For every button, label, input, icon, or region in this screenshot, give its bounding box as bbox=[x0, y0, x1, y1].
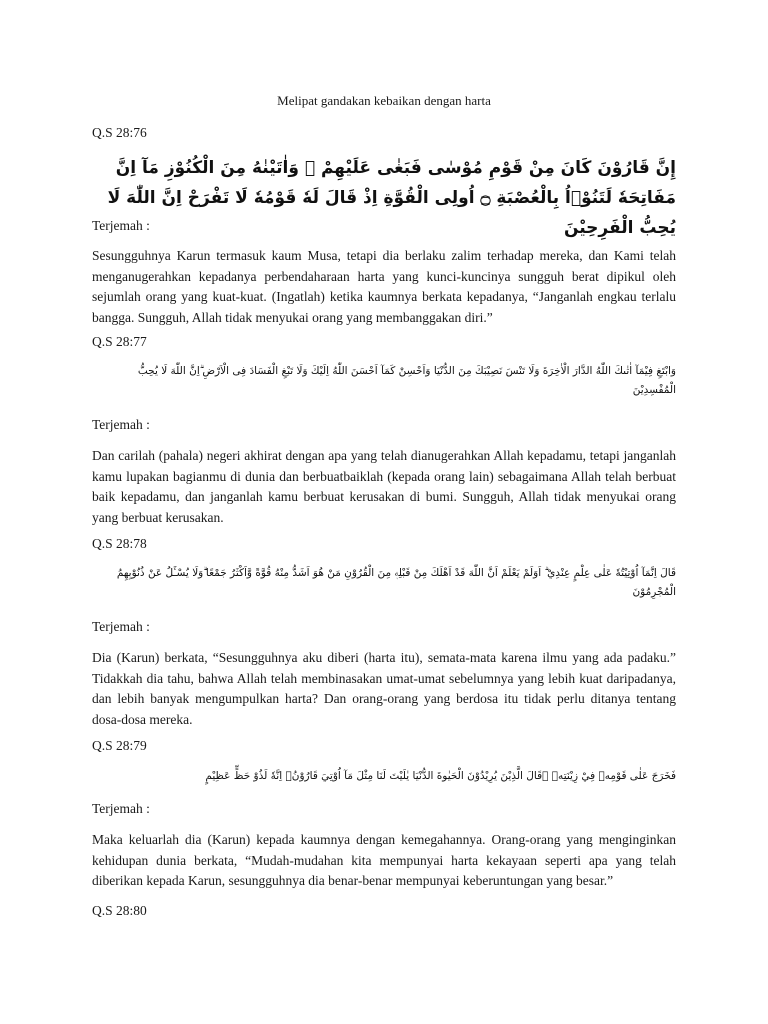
arabic-verse-28-79: فَخَرَجَ عَلٰى قَوْمِهٖ فِيْ زِيْنَتِهٖ ۗقَالَ الَّذِيْنَ يُرِيْدُوْنَ الْحَيٰوةَ الدُّنْيَا يٰلَيْتَ لَنَا مِثْلَ مَآ اُوْتِيَ قَارُوْنُۙ اِنَّهٗ لَذُوْ حَظٍّ عَظِيْمٍ bbox=[205, 770, 676, 782]
arabic-verse-28-78: قَالَ اِنَّمَآ اُوْتِيْتُهٗ عَلٰى عِلْمٍ عِنْدِيْ ۗ اَوَلَمْ يَعْلَمْ اَنَّ اللّٰهَ قَدْ اَهْلَكَ مِنْ قَبْلِهٖ مِنَ الْقُرُوْنِ مَنْ هُوَ اَشَدُّ مِنْهُ قُوَّةً وَّاَكْثَرُ جَمْعًا ۗوَلَا يُسْـَٔلُ عَنْ ذُنُوْبِهِمُ الْمُجْرِمُوْنَ bbox=[116, 567, 676, 598]
arabic-verse-28-77: وَابْتَغِ فِيْمَآ اٰتٰىكَ اللّٰهُ الدَّارَ الْاٰخِرَةَ وَلَا تَنْسَ نَصِيْبَكَ مِنَ الدُّنْيَا وَاَحْسِنْ كَمَآ اَحْسَنَ اللّٰهُ اِلَيْكَ وَلَا تَبْغِ الْفَسَادَ فِى الْاَرْضِ ۗاِنَّ اللّٰهَ لَا يُحِبُّ الْمُفْسِدِيْنَ bbox=[137, 365, 676, 396]
translation-28-78: Dia (Karun) berkata, “Sesungguhnya aku diberi (harta itu), semata-mata karena ilmu yang ada padaku.” Tidakkah dia tahu, bahwa Allah telah membinasakan umat-umat sebelumnya yang lebih kuat daripadanya, dan lebih banyak mengumpulkan harta? Dan orang-orang yang berdosa itu tidak perlu ditanya tentang dosa-dosa mereka. bbox=[92, 650, 676, 727]
verse-reference-28-77: Q.S 28:77 bbox=[92, 334, 147, 349]
document-page bbox=[92, 0, 676, 1024]
document-title: Melipat gandakan kebaikan dengan harta bbox=[277, 93, 491, 108]
translation-label: Terjemah : bbox=[92, 619, 150, 634]
verse-reference-28-80: Q.S 28:80 bbox=[92, 903, 147, 918]
translation-label: Terjemah : bbox=[92, 801, 150, 816]
arabic-verse-28-76: إِنَّ قَارُوْنَ كَانَ مِنْ قَوْمِ مُوْسٰى فَبَغٰى عَلَيْهِمْ ۖ وَاٰتَيْنٰهُ مِنَ الْكُنُوْزِ مَآ اِنَّ مَفَاتِحَهٗ لَتَنُوْۤاُ بِالْعُصْبَةِ ۝ اُولِى الْقُوَّةِ اِذْ قَالَ لَهٗ قَوْمُهٗ لَا تَفْرَحْ اِنَّ اللّٰهَ لَا يُحِبُّ الْفَرِحِيْنَ bbox=[107, 158, 676, 238]
verse-reference-28-78: Q.S 28:78 bbox=[92, 536, 147, 551]
translation-label: Terjemah : bbox=[92, 218, 150, 233]
translation-label: Terjemah : bbox=[92, 417, 150, 432]
translation-28-76: Sesungguhnya Karun termasuk kaum Musa, tetapi dia berlaku zalim terhadap mereka, dan Kami telah menganugerahkan kepadanya perbendaharaan harta yang kunci-kuncinya sungguh berat dipikul oleh sejumlah orang yang kuat-kuat. (Ingatlah) ketika kaumnya berkata kepadanya, “Janganlah engkau terlalu bangga. Sungguh, Allah tidak menyukai orang yang membanggakan diri.” bbox=[92, 248, 676, 325]
translation-28-77: Dan carilah (pahala) negeri akhirat dengan apa yang telah dianugerahkan Allah kepadamu, tetapi janganlah kamu lupakan bagianmu di dunia dan berbuatbaiklah (kepada orang lain) sebagaimana Allah telah berbuat baik kepadamu, dan janganlah kamu berbuat kerusakan di bumi. Sungguh, Allah tidak menyukai orang yang berbuat kerusakan. bbox=[92, 448, 676, 525]
verse-reference-28-76: Q.S 28:76 bbox=[92, 125, 147, 140]
translation-28-79: Maka keluarlah dia (Karun) kepada kaumnya dengan kemegahannya. Orang-orang yang menginginkan kehidupan dunia berkata, “Mudah-mudahan kita mempunyai harta kekayaan seperti apa yang telah diberikan kepada Karun, sesungguhnya dia benar-benar mempunyai keberuntungan yang besar.” bbox=[92, 832, 676, 888]
verse-reference-28-79: Q.S 28:79 bbox=[92, 738, 147, 753]
